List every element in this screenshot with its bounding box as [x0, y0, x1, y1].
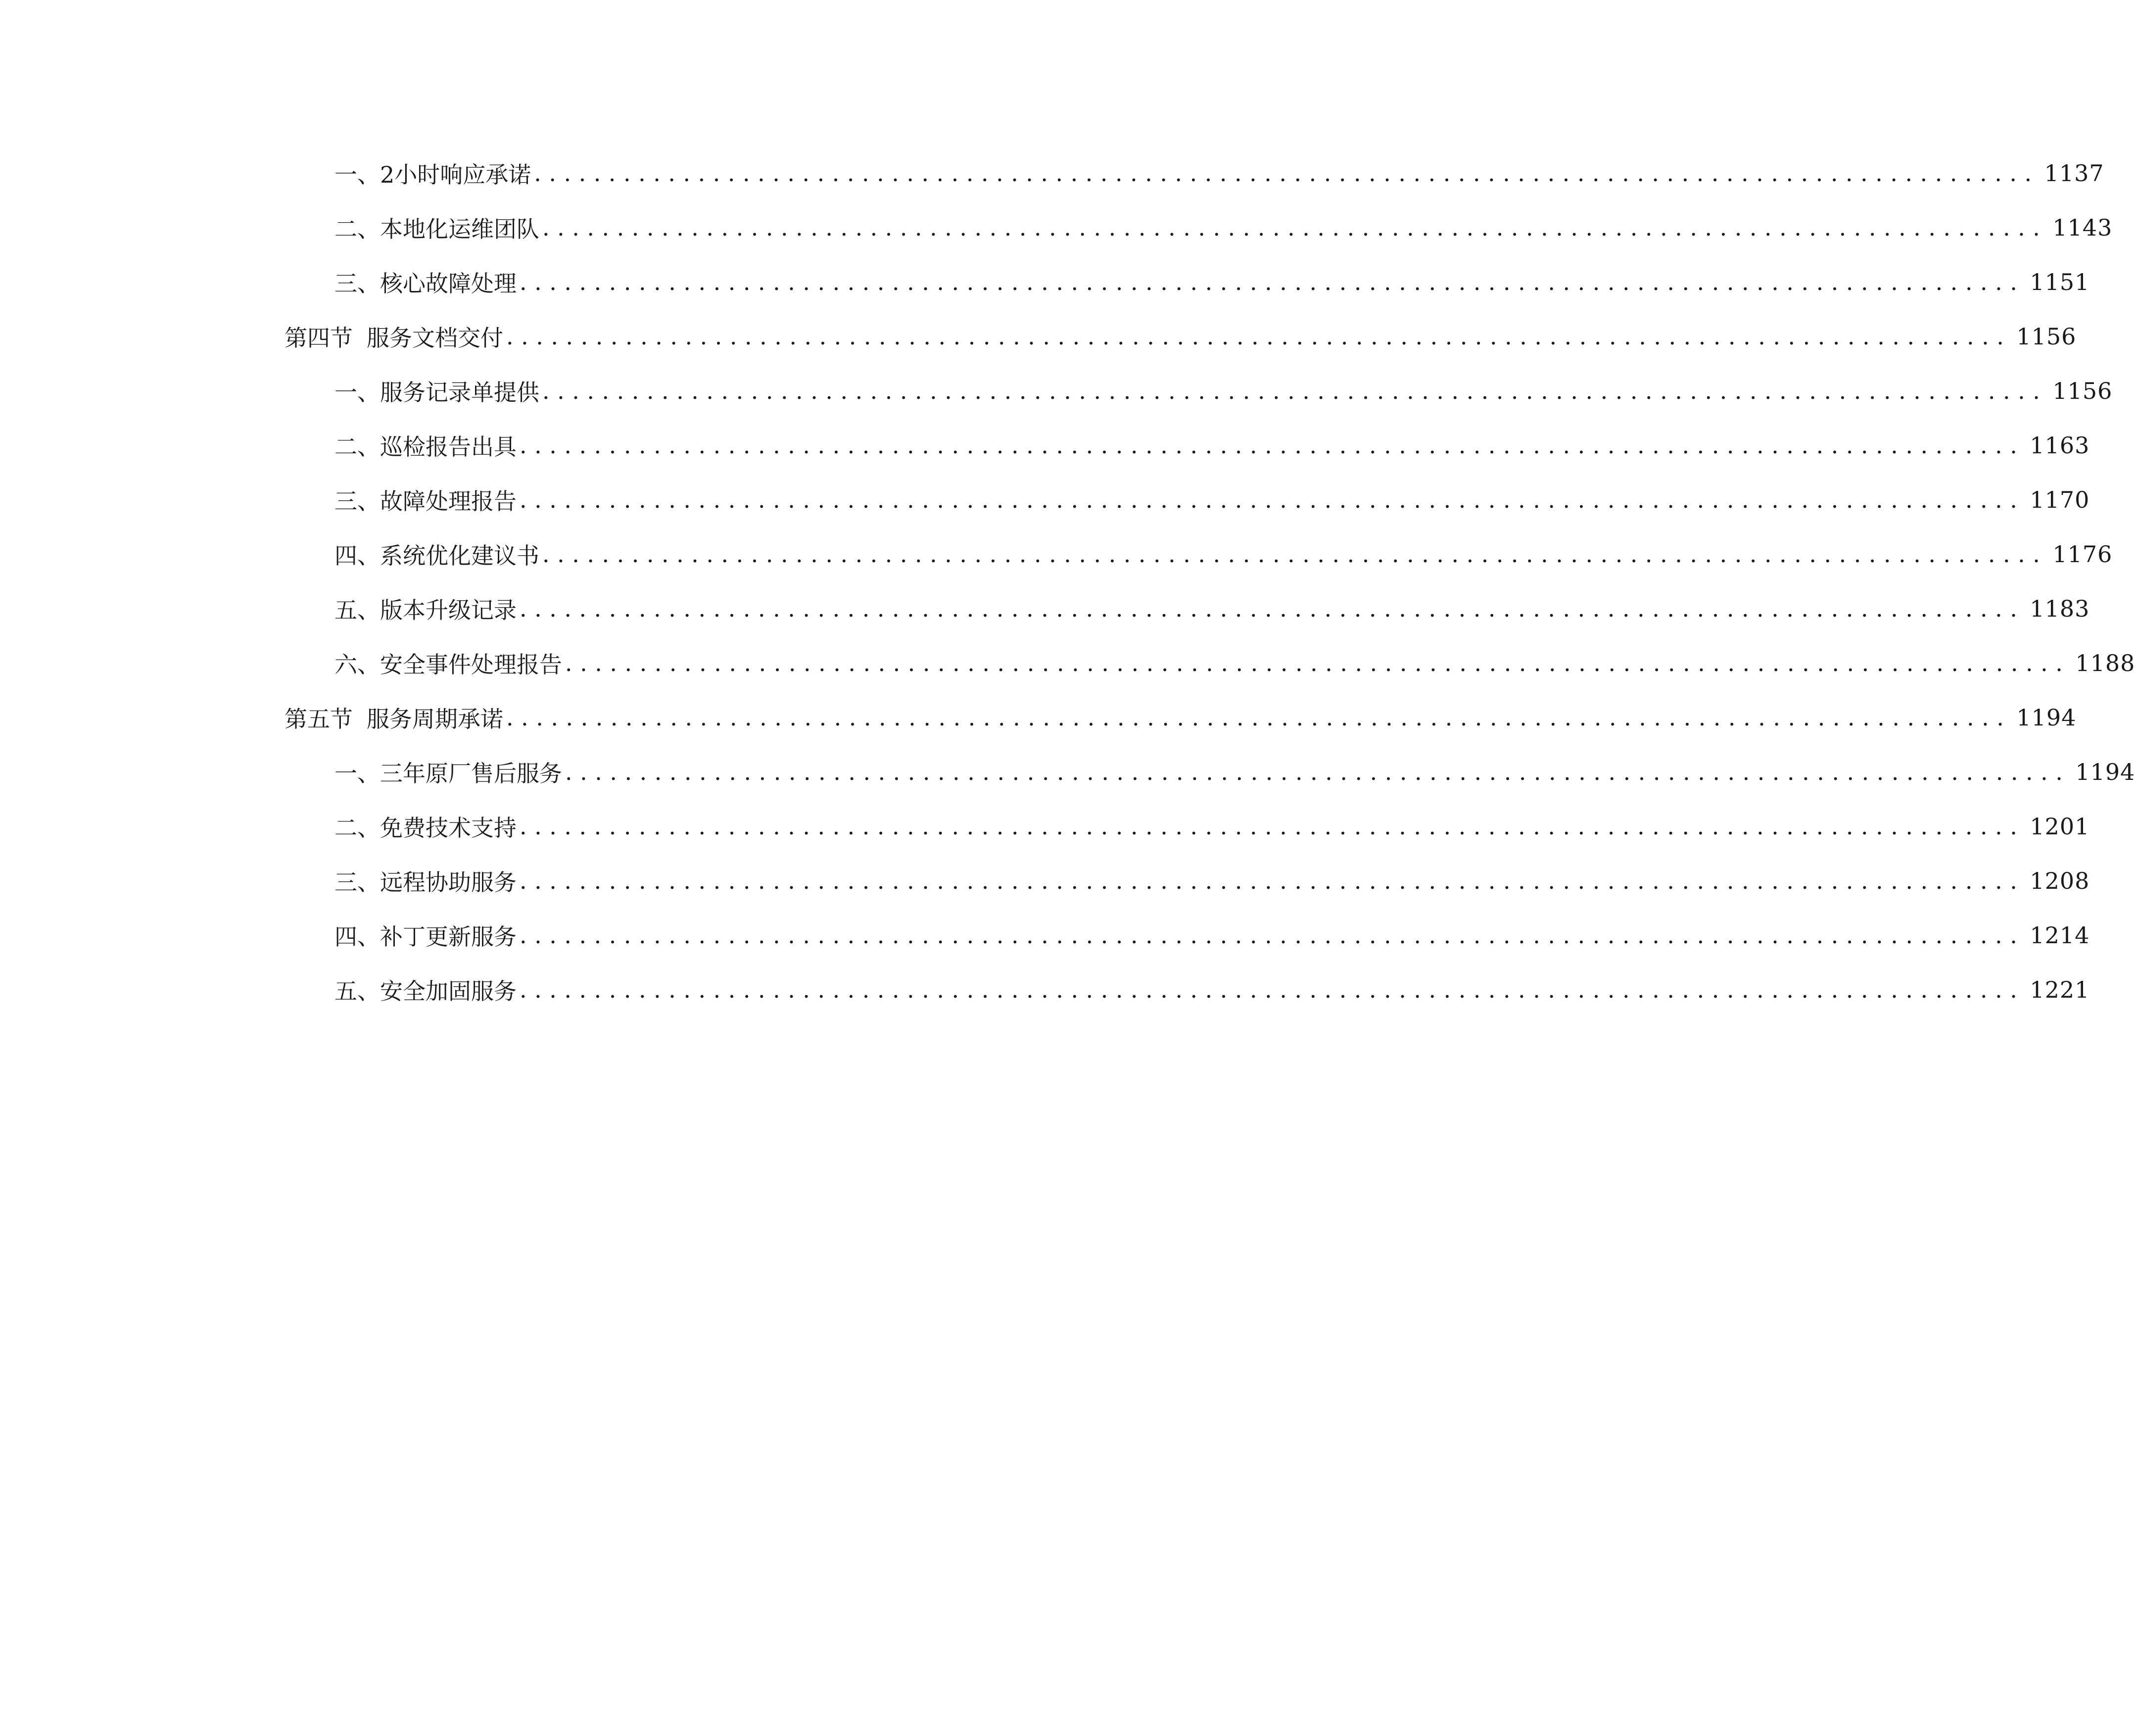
toc-entry-title: 故障处理报告	[380, 488, 517, 515]
dot-leader: .....................................................................................................	[565, 650, 2071, 676]
toc-entry-title: 系统优化建议书	[380, 542, 539, 569]
toc-entry-page: 1143	[2052, 214, 2113, 241]
toc-entry-number: 六、	[334, 651, 380, 678]
dot-leader: .....................................................................................................	[520, 595, 2025, 622]
toc-entry-title: 2小时响应承诺	[380, 161, 531, 188]
toc-entry-core-fault-handling[interactable]	[334, 265, 2090, 299]
toc-entry-page: 1221	[2030, 976, 2090, 1003]
dot-leader: .....................................................................................................	[565, 759, 2071, 785]
toc-entry-page: 1183	[2030, 595, 2090, 622]
toc-entry-number: 一、	[334, 379, 380, 406]
toc-entry-title: 补丁更新服务	[380, 923, 517, 950]
toc-section-5-service-period[interactable]	[285, 700, 2077, 735]
dot-leader: .....................................................................................................	[542, 214, 2048, 241]
toc-entry-number: 四、	[334, 923, 380, 950]
toc-entry-title: 版本升级记录	[380, 597, 517, 624]
toc-entry-title: 免费技术支持	[380, 815, 517, 841]
dot-leader: .....................................................................................................	[520, 269, 2025, 295]
toc-section-number: 第四节	[285, 325, 353, 351]
toc-entry-security-hardening[interactable]	[334, 972, 2090, 1007]
toc-entry-three-year-service[interactable]	[334, 755, 2135, 789]
toc-entry-number: 一、	[334, 161, 380, 188]
toc-entry-page: 1151	[2030, 269, 2090, 295]
dot-leader: .....................................................................................................	[520, 432, 2025, 459]
toc-entry-number: 三、	[334, 488, 380, 515]
dot-leader: .....................................................................................................	[506, 323, 2012, 350]
toc-entry-number: 五、	[334, 597, 380, 624]
toc-entry-inspection-report[interactable]	[334, 428, 2090, 463]
toc-entry-number: 一、	[334, 760, 380, 787]
toc-entry-remote-assistance[interactable]	[334, 864, 2090, 898]
toc-entry-title: 服务记录单提供	[380, 379, 539, 406]
dot-leader: .....................................................................................................	[520, 813, 2025, 840]
toc-entry-number: 三、	[334, 270, 380, 297]
toc-entry-local-ops-team[interactable]	[334, 210, 2113, 245]
toc-entry-number: 二、	[334, 434, 380, 460]
toc-entry-patch-updates[interactable]	[334, 918, 2090, 953]
dot-leader: .....................................................................................................	[542, 541, 2048, 568]
toc-entry-2-hour-response[interactable]	[334, 156, 2104, 191]
toc-entry-service-record[interactable]	[334, 374, 2113, 408]
toc-entry-optimization-proposal[interactable]	[334, 537, 2113, 572]
toc-entry-page: 1188	[2075, 650, 2135, 676]
dot-leader: .....................................................................................................	[520, 976, 2025, 1003]
toc-entry-number: 三、	[334, 869, 380, 896]
toc-entry-page: 1170	[2030, 486, 2090, 513]
toc-entry-number: 二、	[334, 216, 380, 242]
toc-entry-page: 1137	[2044, 160, 2104, 187]
dot-leader: .....................................................................................................	[506, 704, 2012, 731]
toc-entry-page: 1201	[2030, 813, 2090, 840]
toc-section-title: 服务文档交付	[367, 325, 503, 351]
toc-entry-page: 1208	[2030, 868, 2090, 894]
toc-entry-page: 1176	[2052, 541, 2113, 568]
toc-section-4-document-delivery[interactable]	[285, 319, 2077, 354]
toc-section-title: 服务周期承诺	[367, 706, 503, 732]
toc-entry-free-tech-support[interactable]	[334, 809, 2090, 844]
toc-entry-number: 五、	[334, 978, 380, 1005]
toc-entry-title: 安全加固服务	[380, 978, 517, 1005]
toc-entry-page: 1156	[2016, 323, 2077, 350]
toc-entry-title: 远程协助服务	[380, 869, 517, 896]
toc-section-number: 第五节	[285, 706, 353, 732]
toc-entry-page: 1194	[2016, 704, 2077, 731]
toc-entry-title: 本地化运维团队	[380, 216, 539, 242]
toc-entry-page: 1214	[2030, 922, 2090, 949]
dot-leader: .....................................................................................................	[542, 378, 2048, 404]
toc-entry-title: 安全事件处理报告	[380, 651, 562, 678]
toc-entry-page: 1156	[2052, 378, 2113, 404]
toc-entry-number: 四、	[334, 542, 380, 569]
toc-entry-title: 三年原厂售后服务	[380, 760, 562, 787]
dot-leader: .....................................................................................................	[520, 922, 2025, 949]
dot-leader: .....................................................................................................	[520, 868, 2025, 894]
toc-entry-title: 核心故障处理	[380, 270, 517, 297]
toc-entry-fault-report[interactable]	[334, 482, 2090, 517]
toc-entry-number: 二、	[334, 815, 380, 841]
toc-entry-page: 1163	[2030, 432, 2090, 459]
toc-entry-security-incident-report[interactable]	[334, 646, 2135, 680]
dot-leader: .....................................................................................................	[534, 160, 2040, 187]
toc-entry-page: 1194	[2075, 759, 2135, 785]
toc-entry-title: 巡检报告出具	[380, 434, 517, 460]
dot-leader: .....................................................................................................	[520, 486, 2025, 513]
toc-entry-version-upgrade[interactable]	[334, 591, 2090, 626]
